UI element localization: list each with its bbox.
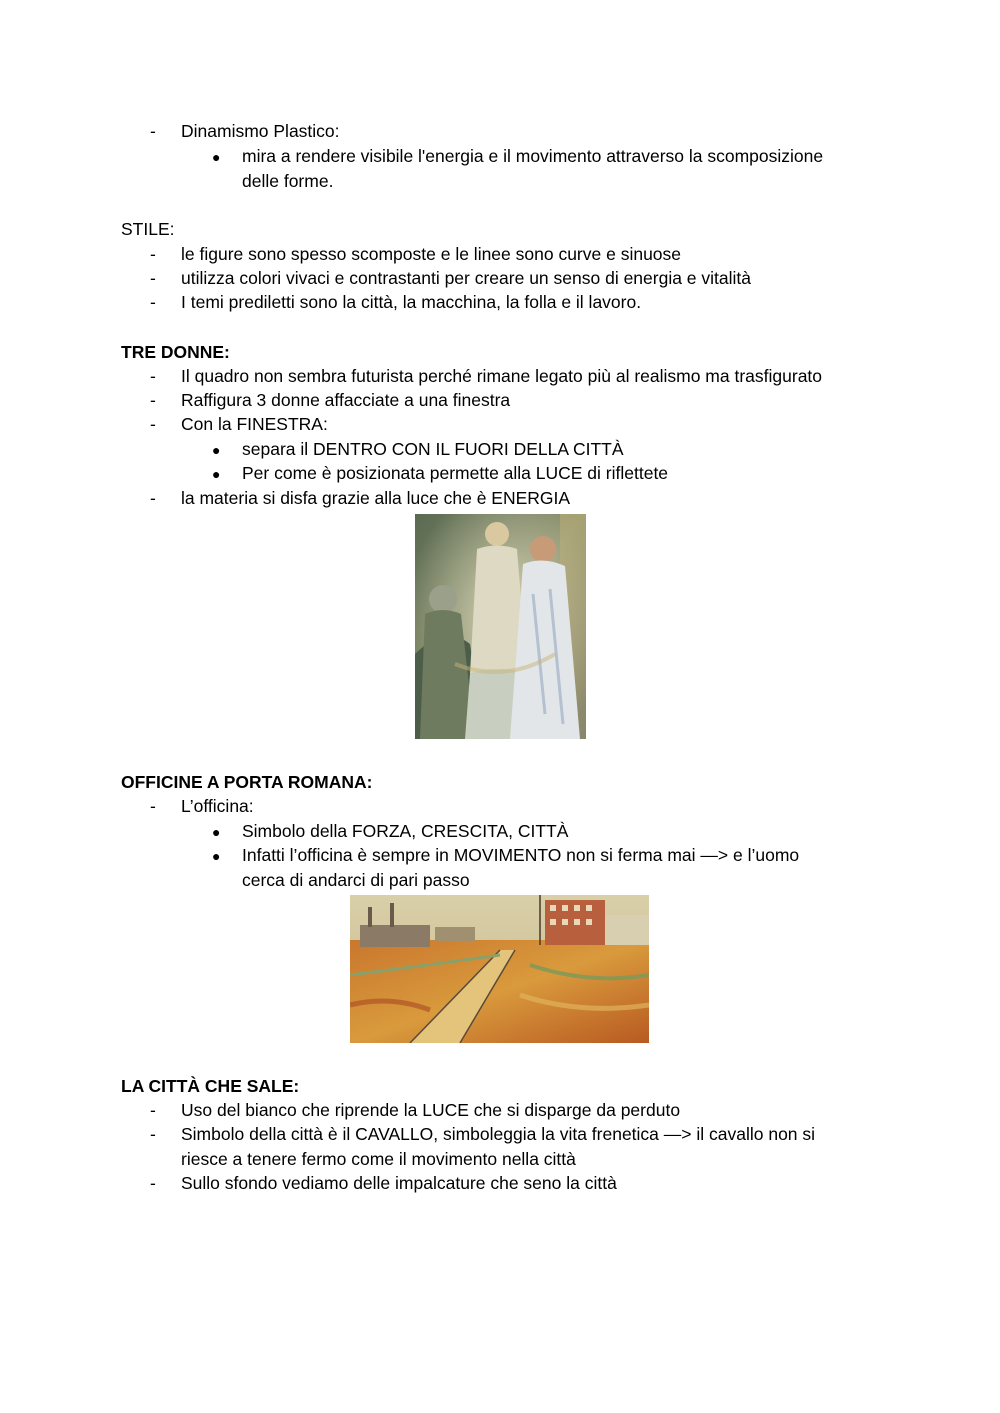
- list-item: Dinamismo Plastico:: [181, 121, 340, 141]
- list-item-continuation: riesce a tenere fermo come il movimento nella città: [181, 1149, 576, 1169]
- dash-marker: -: [150, 414, 156, 434]
- list-item: I temi prediletti sono la città, la macchina, la folla e il lavoro.: [181, 292, 642, 312]
- bullet-marker: ●: [212, 149, 221, 165]
- list-item: Raffigura 3 donne affacciate a una finestra: [181, 390, 511, 410]
- dash-marker: -: [150, 1173, 156, 1193]
- section-title-officine: OFFICINE A PORTA ROMANA:: [121, 772, 373, 792]
- list-item: Sullo sfondo vediamo delle impalcature che seno la città: [181, 1173, 617, 1193]
- sub-list-item: Infatti l’officina è sempre in MOVIMENTO non si ferma mai —> e l’uomo: [242, 845, 800, 865]
- dash-marker: -: [150, 488, 156, 508]
- bullet-marker: ●: [212, 466, 221, 482]
- dash-marker: -: [150, 1124, 156, 1144]
- section-title-citta-sale: LA CITTÀ CHE SALE:: [121, 1076, 300, 1096]
- dash-marker: -: [150, 390, 156, 410]
- sub-list-item-continuation: cerca di andarci di pari passo: [242, 870, 470, 890]
- bullet-marker: ●: [212, 824, 221, 840]
- dash-marker: -: [150, 244, 156, 264]
- list-item: la materia si disfa grazie alla luce che è ENERGIA: [181, 488, 571, 508]
- dash-marker: -: [150, 292, 156, 312]
- sub-list-item: Per come è posizionata permette alla LUCE di riflettete: [242, 463, 669, 483]
- list-item: Uso del bianco che riprende la LUCE che si disparge da perduto: [181, 1100, 681, 1120]
- bullet-marker: ●: [212, 848, 221, 864]
- list-item: utilizza colori vivaci e contrastanti per creare un senso di energia e vitalità: [181, 268, 752, 288]
- dash-marker: -: [150, 366, 156, 386]
- list-item: Con la FINESTRA:: [181, 414, 328, 434]
- list-item: L’officina:: [181, 796, 254, 816]
- dash-marker: -: [150, 1100, 156, 1120]
- section-title-tre-donne: TRE DONNE:: [121, 342, 230, 362]
- section-title-stile: STILE:: [121, 219, 175, 239]
- dash-marker: -: [150, 121, 156, 141]
- sub-list-item-continuation: delle forme.: [242, 171, 334, 191]
- bullet-marker: ●: [212, 442, 221, 458]
- list-item: Il quadro non sembra futurista perché rimane legato più al realismo ma trasfigurato: [181, 366, 823, 386]
- sub-list-item: separa il DENTRO CON IL FUORI DELLA CITTÀ: [242, 439, 624, 459]
- officine-porta-romana-painting: [350, 895, 649, 1043]
- tre-donne-painting: [415, 514, 586, 739]
- sub-list-item: mira a rendere visibile l'energia e il movimento attraverso la scomposizione: [242, 146, 824, 166]
- sub-list-item: Simbolo della FORZA, CRESCITA, CITTÀ: [242, 821, 569, 841]
- list-item: Simbolo della città è il CAVALLO, simboleggia la vita frenetica —> il cavallo non si: [181, 1124, 816, 1144]
- list-item: le figure sono spesso scomposte e le linee sono curve e sinuose: [181, 244, 682, 264]
- dash-marker: -: [150, 796, 156, 816]
- dash-marker: -: [150, 268, 156, 288]
